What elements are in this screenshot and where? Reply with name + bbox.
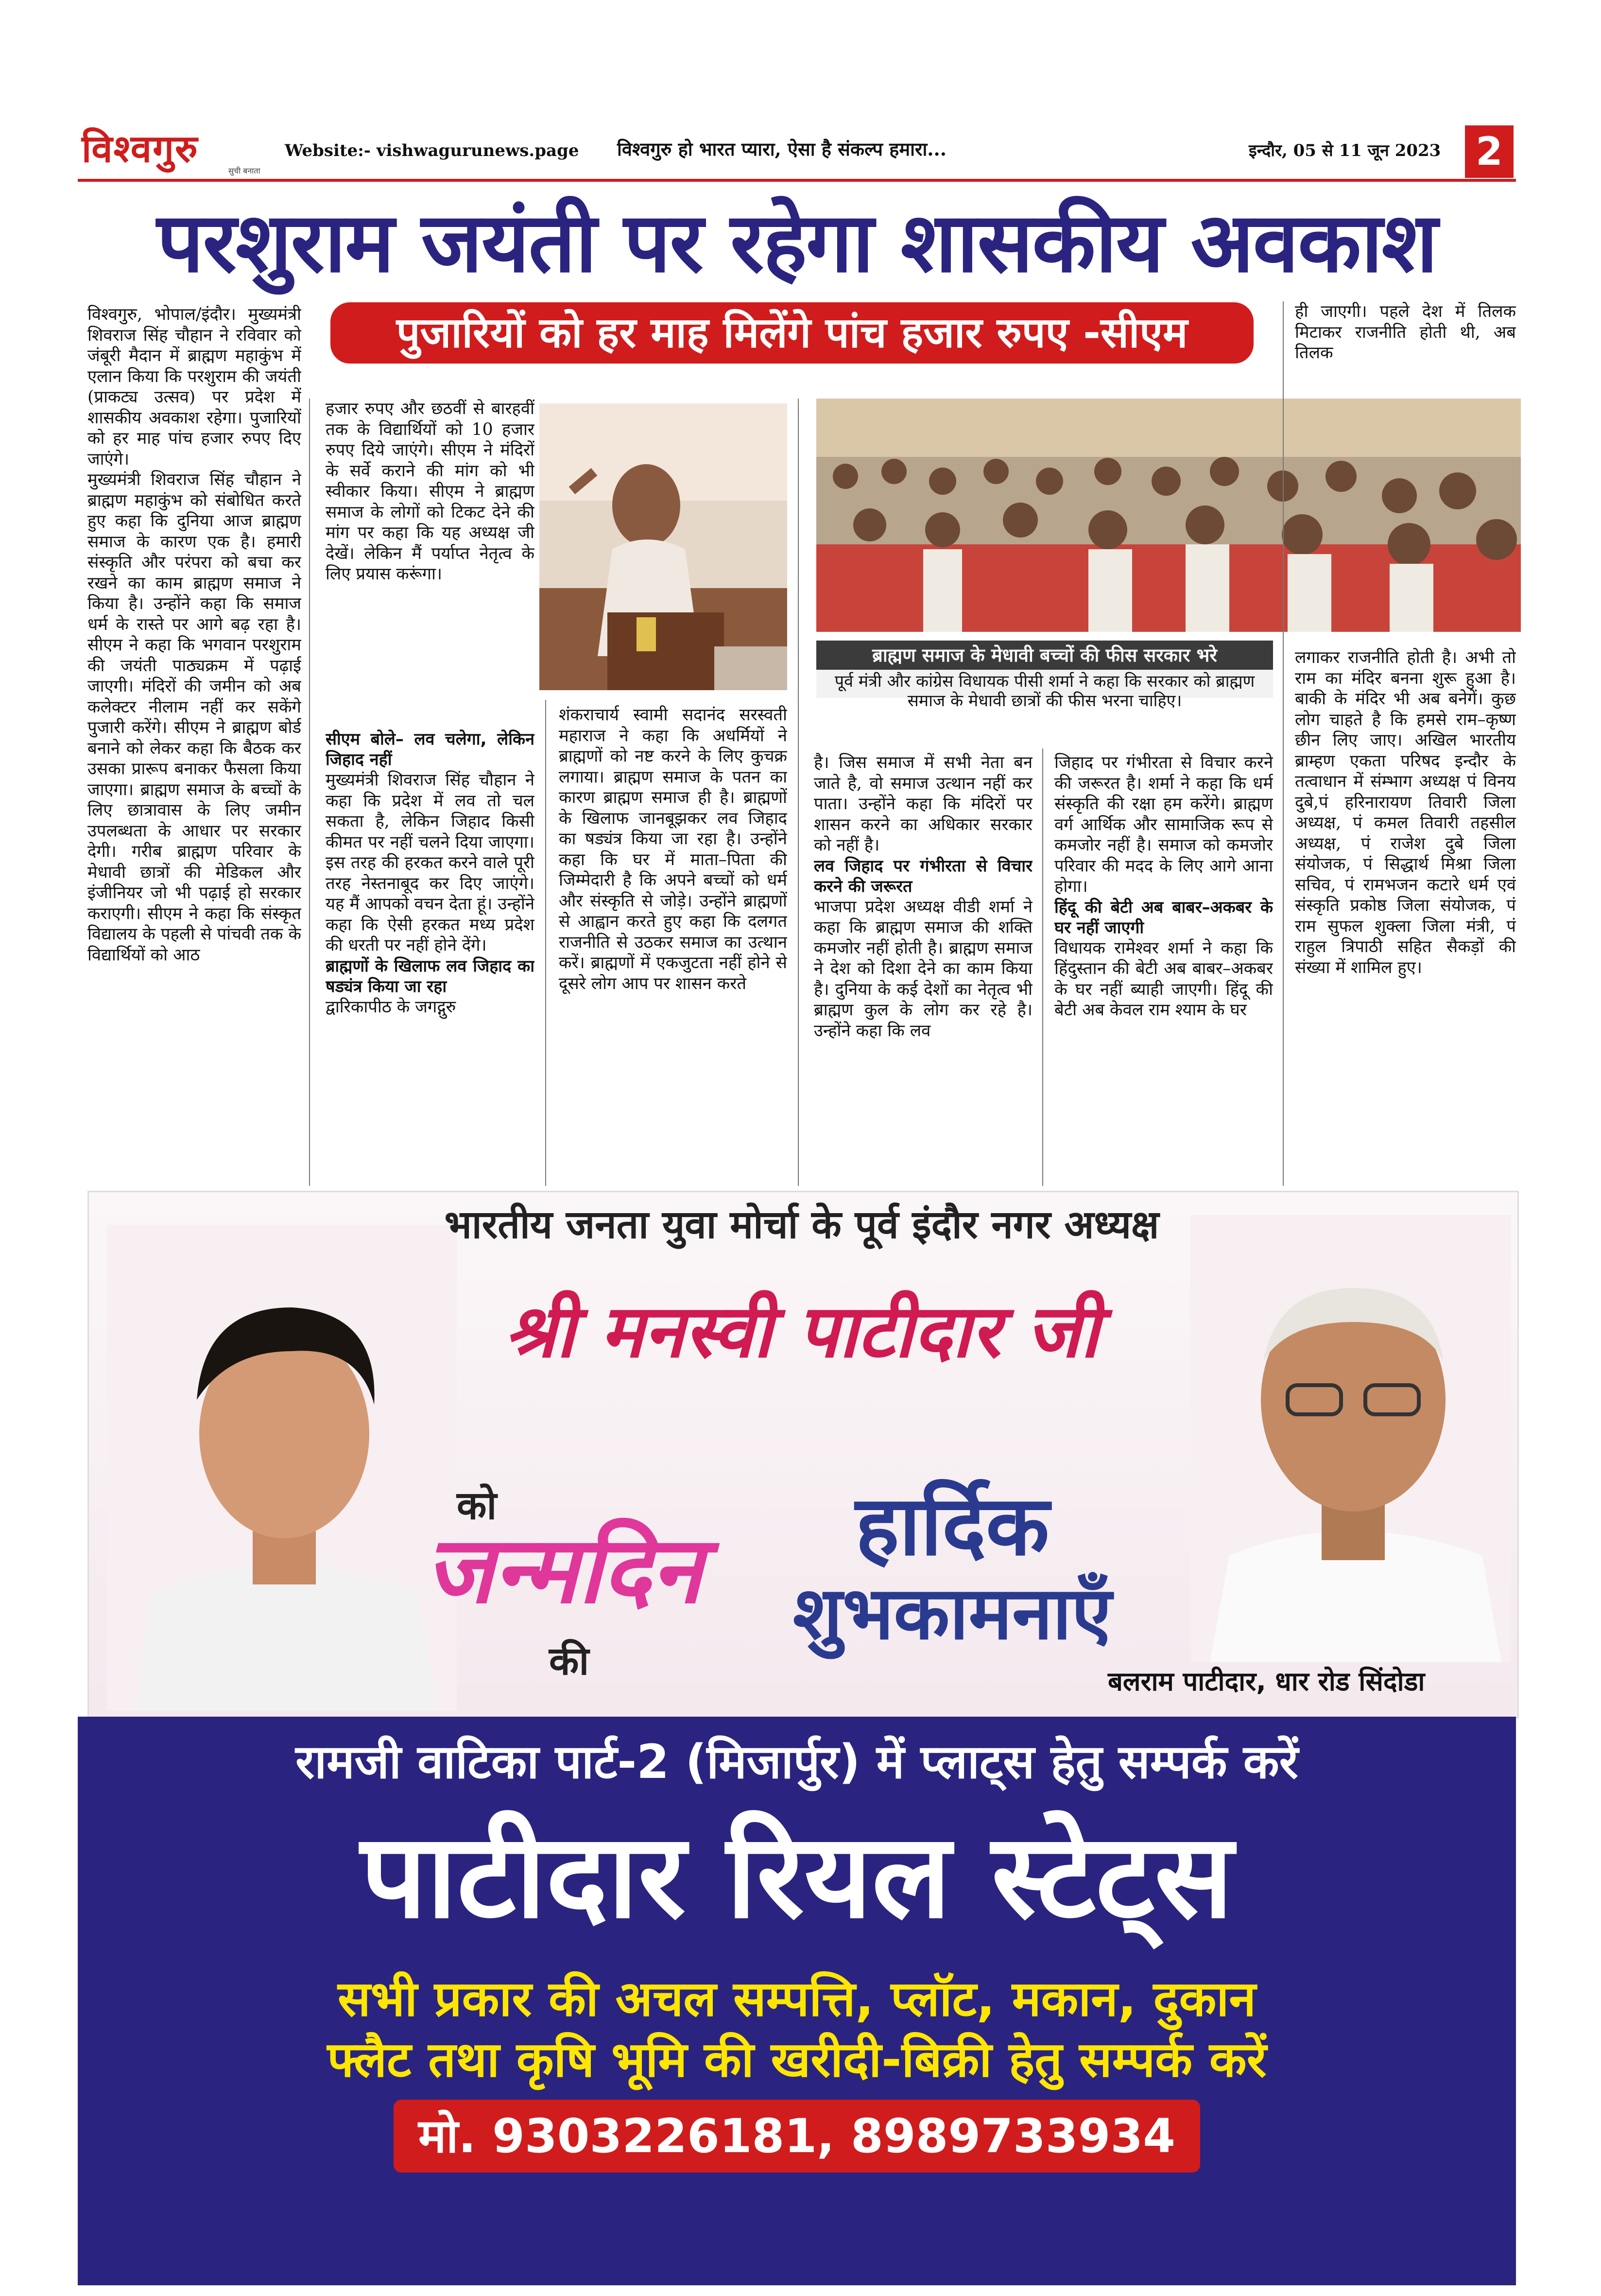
- page-number: 2: [1465, 125, 1514, 178]
- ad-hardik: हार्दिक: [855, 1478, 1050, 1574]
- masthead-rule: [78, 179, 1516, 182]
- article-paragraph: हजार रुपए और छठवीं से बारहवीं तक के विद्यार्थियों को 10 हजार रुपए दिये जाएंगे। सीएम ने मंदिरों के सर्वे कराने की मांग को भी स्वीकार किया। सीएम ने ब्राह्मण समाज के लोगों को टिकट देने की मांग पर कहा कि यह अध्यक्ष जी देखें। लेकिन मैं पर्याप्त नेतृत्व के लिए प्रयास करूंगा।: [326, 399, 534, 584]
- page-headline: परशुराम जयंती पर रहेगा शासकीय अवकाश: [156, 195, 1437, 291]
- cm-speech-photo: [539, 403, 787, 690]
- realestate-line2: सभी प्रकार की अचल सम्पत्ति, प्लॉट, मकान, दुकान: [338, 1970, 1256, 2027]
- masthead-slogan: विश्वगुरु हो भारत प्यारा, ऐसा है संकल्प हमारा...: [617, 138, 947, 160]
- ad-shubhkamnaye: शुभकामनाएँ: [792, 1571, 1112, 1656]
- article-column-6-top: [1295, 301, 1516, 369]
- article-paragraph: भाजपा प्रदेश अध्यक्ष वीडी शर्मा ने कहा कि ब्राह्मण समाज की शक्ति कमजोर नहीं होती है। ब्राह्मण समाज ने देश को दिशा देने का काम किया है। दुनिया के कई देशों का नेतृत्व भी ब्राह्मण कुल के लोग कर रहे है। उन्होंने कहा कि लव: [814, 897, 1033, 1041]
- masthead-logo: विश्वगुरु: [82, 127, 199, 171]
- crowd-photo: [816, 399, 1521, 632]
- article-paragraph: द्वारिकापीठ के जगद्गुरु: [326, 997, 456, 1017]
- article-paragraph: मुख्यमंत्री शिवराज सिंह चौहान ने कहा कि प्रदेश में लव तो चल सकता है, लेकिन जिहाद किसी कीमत पर नहीं चलने दिया जाएगा। इस तरह की हरकत करने वाले पूरी तरह नेस्तनाबूद कर दिए जाएंगे। यह मैं आपको वचन देता हूं। उन्होंने कहा कि ऐसी हरकत मध्य प्रदेश की धरती पर नहीं होने देंगे।: [326, 770, 534, 955]
- ad-janmadin: जन्मदिन: [425, 1515, 703, 1624]
- column-divider: [309, 399, 310, 1186]
- article-paragraph: लगाकर राजनीति होती है। अभी तो राम का मंदिर बनना शुरू हुआ है। बाकी के मंदिर भी अब बनेगें। कुछ लोग चाहते है कि हमसे राम–कृष्ण छीन लिए जाए। अखिल भारतीय ब्राम्हण एकता परिषद इन्दौर के तत्वाधान में संम्भाग अध्यक्ष पं विनय दुबे,पं हरिनारायण तिवारी जिला अध्यक्ष, पं कमल तिवारी तहसील अध्यक्ष, पं राजेश दुबे जिला संयोजक, पं सिद्धार्थ मिश्रा जिला सचिव, पं रामभजन कटारे धर्म एवं संस्कृति प्रकोष्ठ जिला संयोजक, पं राम सुफल शुक्ला जिला मंत्री, पं राहुल त्रिपाठी सहित सैकड़ों की संख्या में शामिल हुए।: [1295, 648, 1516, 977]
- elder-man-photo: [1190, 1215, 1511, 1662]
- ad-word-ki: की: [549, 1638, 589, 1684]
- ad-honoree-name: श्री मनस्वी पाटीदार जी: [504, 1289, 1099, 1374]
- issue-date: इन्दौर, 05 से 11 जून 2023: [1249, 141, 1441, 160]
- column-divider: [545, 700, 546, 1186]
- article-paragraph: विश्वगुरु, भोपाल/इंदौर। मुख्यमंत्री शिवराज सिंह चौहान ने रविवार को जंबूरी मैदान में ब्राह्मण महाकुंभ में एलान किया कि परशुराम की जयंती (प्राकट्य उत्सव) पर प्रदेश में शासकीय अवकाश रहेगा। पुजारियों को हर माह पांच हजार रुपए दिए जाएंगे।: [87, 305, 301, 469]
- photo-caption-title: ब्राह्मण समाज के मेधावी बच्चों की फीस सरकार भरे: [816, 641, 1273, 670]
- photo-caption-text: पूर्व मंत्री और कांग्रेस विधायक पीसी शर्मा ने कहा कि सरकार को ब्राह्मण समाज के मेधावी छात्रों की फीस भरना चाहिए।: [834, 672, 1255, 711]
- realestate-line3: फ्लैट तथा कृषि भूमि की खरीदी-बिक्री हेतु सम्पर्क करें: [327, 2031, 1267, 2088]
- logo-tagline: सुची बनाता: [228, 166, 260, 175]
- article-column-2-top: [326, 399, 534, 729]
- article-column-3: [559, 705, 787, 1186]
- article-column-2-bottom: [326, 729, 534, 1186]
- column-divider: [798, 399, 799, 1186]
- realestate-phone[interactable]: मो. 9303226181, 8989733934: [394, 2100, 1200, 2173]
- ad-word-ko: को: [457, 1483, 497, 1528]
- column-divider: [1042, 748, 1043, 1186]
- article-subhead: हिंदू की बेटी अब बाबर–अकबर के घर नहीं जाएगी: [1054, 897, 1273, 938]
- article-paragraph: मुख्यमंत्री शिवराज सिंह चौहान ने ब्राह्मण महाकुंभ को संबोधित करते हुए कहा कि दुनिया आज ब्राह्मण समाज के कारण एक है। हमारी संस्कृति और परंपरा को बचा कर रखने का काम ब्राह्मण समाज ने किया है। उन्होंने कहा कि समाज धर्म के रास्ते पर आगे बढ़ रहा है। सीएम ने कहा कि भगवान परशुराम की जयंती पाठ्यक्रम में पढ़ाई जाएगी। मंदिरों की जमीन को अब कलेक्टर नीलाम नहीं कर सकेंगे पुजारी करेंगे। सीएम ने ब्राह्मण बोर्ड बनाने को लेकर कहा कि बैठक कर उसका प्रारूप बनाकर फैसला किया जाएगा। ब्राह्मण समाज के बच्चों के लिए छात्रावास के लिए जमीन उपलब्धता के आधार पर सरकार देगी। गरीब ब्राह्मण परिवार के मेधावी छात्रों की मेडिकल और इंजीनियर जो भी पढ़ाई हो सरकार कराएगी। सीएम ने कहा कि संस्कृत विद्यालय के पहली से पांचवी तक के विद्यार्थियों को आठ: [87, 470, 301, 965]
- article-paragraph: है। जिस समाज में सभी नेता बन जाते है, वो समाज उत्थान नहीं कर पाता। उन्होंने कहा कि मंदिरों पर शासन करने का अधिकार सरकार को नहीं है।: [814, 753, 1033, 855]
- article-paragraph: जिहाद पर गंभीरता से विचार करने की जरूरत है। शर्मा ने कहा कि धर्म संस्कृति की रक्षा हम करेंगे। ब्राह्मण वर्ग आर्थिक और सामाजिक रूप से कमजोर नहीं है। समाज को कमजोर परिवार की मदद के लिए आगे आना होगा।: [1054, 753, 1273, 896]
- article-column-1: [87, 304, 301, 1194]
- article-column-4: [814, 752, 1033, 1185]
- article-paragraph: विधायक रामेश्वर शर्मा ने कहा कि हिंदुस्तान की बेटी अब बाबर–अकबर के घर नहीं ब्याही जाएगी। हिंदू की बेटी अब केवल राम श्याम के घर: [1054, 938, 1273, 1020]
- ad-sender: बलराम पाटीदार, धार रोड सिंदोडा: [1108, 1666, 1425, 1697]
- realestate-brand: पाटीदार रियल स्टेट्स: [360, 1808, 1234, 1944]
- article-subhead: ब्राह्मणों के खिलाफ लव जिहाद का षड्यंत्र किया जा रहा: [326, 956, 534, 996]
- article-subhead: लव जिहाद पर गंभीरता से विचार करने की जरूरत: [814, 856, 1033, 896]
- column-divider: [1283, 301, 1284, 1186]
- article-column-6-bottom: [1295, 647, 1516, 1186]
- ad-designation: भारतीय जनता युवा मोर्चा के पूर्व इंदौर नगर अध्यक्ष: [444, 1202, 1159, 1247]
- sub-headline: पुजारियों को हर माह मिलेंगे पांच हजार रुपए -सीएम: [330, 302, 1254, 364]
- article-subhead: सीएम बोले– लव चलेगा, लेकिन जिहाद नहीं: [326, 730, 534, 769]
- article-paragraph: शंकराचार्य स्वामी सदानंद सरस्वती महाराज ने कहा कि अधर्मियों ने ब्राह्मणों को नष्ट करने के लिए कुचक्र लगाया। ब्राह्मण समाज के पतन का कारण ब्राह्मण समाज ही है। ब्राह्मणों के खिलाफ जानबूझकर लव जिहाद का षड्यंत्र किया जा रहा है। उन्होंने कहा कि घर में माता–पिता की जिम्मेदारी है कि अपने बच्चों को धर्म और संस्कृति से जोड़े। उन्होंने ब्राह्मणों से आह्वान करते हुए कहा कि दलगत राजनीति से उठकर समाज का उत्थान करें। ब्राह्मणों में एकजुटता नहीं होने से दूसरे लोग आप पर शासन करते: [559, 705, 787, 993]
- website-link[interactable]: Website:- vishwagurunews.page: [285, 141, 579, 160]
- article-paragraph: ही जाएगी। पहले देश में तिलक मिटाकर राजनीति होती थी, अब तिलक: [1295, 302, 1516, 363]
- article-column-5: [1054, 752, 1273, 1185]
- realestate-line1: रामजी वाटिका पार्ट-2 (मिजार्पुर) में प्लाट्स हेतु सम्पर्क करें: [295, 1735, 1298, 1789]
